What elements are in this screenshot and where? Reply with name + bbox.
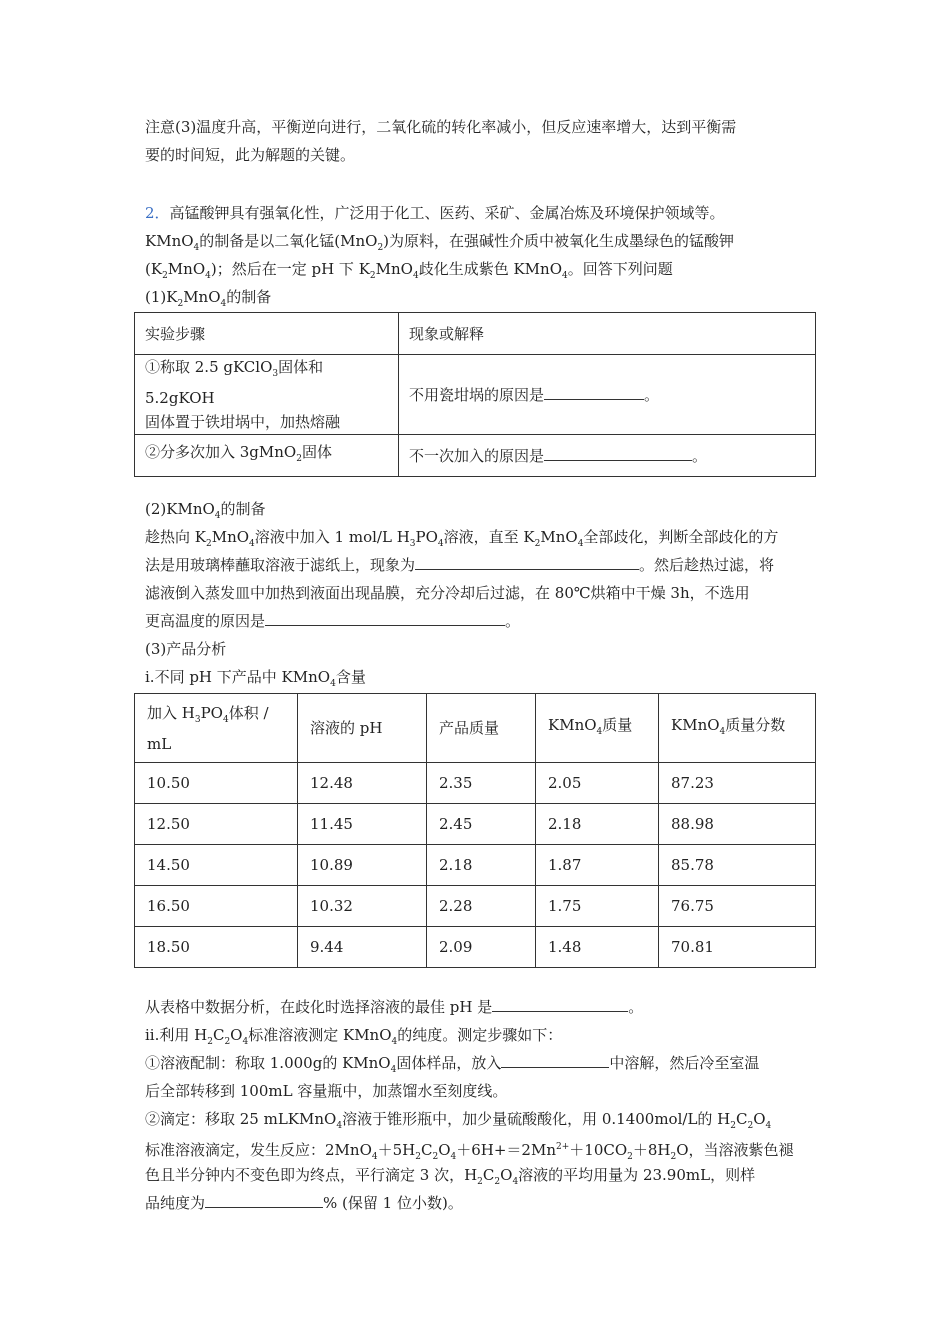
cell: 88.98 xyxy=(659,804,816,845)
intro-line-2: 要的时间短，此为解题的关键。 xyxy=(145,146,356,164)
cell: 2.09 xyxy=(427,927,536,968)
after-line-1: 从表格中数据分析，在歧化时选择溶液的最佳 pH 是 。 xyxy=(145,998,644,1016)
cell: 14.50 xyxy=(135,845,298,886)
intro-line-1: 注意(3)温度升高，平衡逆向进行，二氧化硫的转化率减小，但反应速率增大，达到平衡需 xyxy=(145,118,737,136)
cell: 12.48 xyxy=(298,763,427,804)
part2-line-2: 法是用玻璃棒蘸取溶液于滤纸上，现象为 。然后趁热过滤，将 xyxy=(145,556,775,574)
after-line-2: ii.利用 $H_2C_2O_4$标准溶液测定 KMnO$_4$的纯度。测定步骤如下： xyxy=(145,1026,563,1047)
step-1: ①称取 2.5 gKClO$_3$固体和 5.2gKOH 固体置于铁坩埚中，加热熔融 xyxy=(135,355,399,435)
explanation-2: 不一次加入的原因是 。 xyxy=(399,435,816,477)
answer-blank[interactable] xyxy=(205,1193,323,1208)
table-row xyxy=(135,886,816,927)
question-number: 2． xyxy=(145,204,170,222)
header-kmno4-fraction: KMnO$_4$质量分数 xyxy=(659,694,816,763)
cell: 1.48 xyxy=(536,927,659,968)
part2-line-3: 滤液倒入蒸发皿中加热到液面出现晶膜，充分冷却后过滤，在 80℃烘箱中干燥 3h，不选用 xyxy=(145,584,750,602)
explanation-1: 不用瓷坩埚的原因是 。 xyxy=(399,355,816,435)
cell: 87.23 xyxy=(659,763,816,804)
after-line-7: 色且半分钟内不变色即为终点，平行滴定 3 次，$H_2C_2O_4$溶液的平均用量为 23.90mL，则样 xyxy=(145,1166,756,1187)
table-row xyxy=(135,927,816,968)
cell: 9.44 xyxy=(298,927,427,968)
cell: 2.18 xyxy=(536,804,659,845)
header-volume: 加入 $H_3PO_4$体积 / mL xyxy=(135,694,298,763)
cell: 16.50 xyxy=(135,886,298,927)
cell: 12.50 xyxy=(135,804,298,845)
cell: 11.45 xyxy=(298,804,427,845)
header-step: 实验步骤 xyxy=(135,313,399,355)
header-kmno4-mass: KMnO$_4$质量 xyxy=(536,694,659,763)
answer-blank[interactable] xyxy=(544,385,644,400)
answer-blank[interactable] xyxy=(265,611,505,626)
cell: 70.81 xyxy=(659,927,816,968)
part3-subtitle: i.不同 pH 下产品中 KMnO$_4$含量 xyxy=(145,668,366,689)
q2-line-2: KMnO$_4$的制备是以二氧化锰(MnO$_2$)为原料，在强碱性介质中被氧化生成墨绿色的锰酸钾 xyxy=(145,232,735,253)
after-line-5: ②滴定：移取 25 mLKMnO$_4$溶液于锥形瓶中，加少量硫酸酸化，用 0.1400mol/L的 $H_2C_2O_4$ xyxy=(145,1110,772,1131)
part1-title: $(1)K_2MnO_4$的制备 xyxy=(145,288,272,309)
cell: 1.87 xyxy=(536,845,659,886)
cell: 10.89 xyxy=(298,845,427,886)
cell: 10.50 xyxy=(135,763,298,804)
header-product-mass: 产品质量 xyxy=(427,694,536,763)
part2-line-4: 更高温度的原因是 。 xyxy=(145,612,521,630)
table-row xyxy=(135,804,816,845)
q2-line-1: 2．高锰酸钾具有强氧化性，广泛用于化工、医药、采矿、金属冶炼及环境保护领域等。 xyxy=(145,204,725,222)
step-2: ②分多次加入 3gMnO$_2$固体 xyxy=(135,435,399,477)
cell: 2.35 xyxy=(427,763,536,804)
after-line-3: ①溶液配制：称取 1.000g的 KMnO$_4$固体样品，放入 中溶解，然后冷至室温 xyxy=(145,1054,760,1075)
cell: 2.28 xyxy=(427,886,536,927)
q2-line-3: $(K_2MnO_4)$；然后在一定 pH 下 $K_2MnO_4$歧化生成紫色 KMnO$_4$。回答下列问题 xyxy=(145,260,673,281)
cell: 2.45 xyxy=(427,804,536,845)
experiment-table xyxy=(134,312,816,477)
answer-blank[interactable] xyxy=(544,446,692,461)
ph-data-table xyxy=(134,693,816,968)
cell: 1.75 xyxy=(536,886,659,927)
cell: 2.05 xyxy=(536,763,659,804)
answer-blank[interactable] xyxy=(501,1053,609,1068)
after-line-6: 标准溶液滴定，发生反应：$2MnO_4+5H_2C_2O_4+6H+=2Mn^{2+}+10CO_2+8H_2O$，当溶液紫色褪 xyxy=(145,1141,794,1162)
cell: 2.18 xyxy=(427,845,536,886)
cell: 18.50 xyxy=(135,927,298,968)
table-row xyxy=(135,845,816,886)
cell: 10.32 xyxy=(298,886,427,927)
table-row xyxy=(135,763,816,804)
cell: 76.75 xyxy=(659,886,816,927)
part3-title: (3)产品分析 xyxy=(145,640,227,658)
cell: 85.78 xyxy=(659,845,816,886)
answer-blank[interactable] xyxy=(415,555,639,570)
part2-title: (2)KMnO$_4$的制备 xyxy=(145,500,266,521)
header-explanation: 现象或解释 xyxy=(399,313,816,355)
header-ph: 溶液的 pH xyxy=(298,694,427,763)
after-line-4: 后全部转移到 100mL 容量瓶中，加蒸馏水至刻度线。 xyxy=(145,1082,508,1100)
part2-line-1: 趁热向 $K_2MnO_4$溶液中加入 1 mol/L $H_3PO_4$溶液，直至 $K_2MnO_4$全部歧化，判断全部歧化的方 xyxy=(145,528,779,549)
after-line-8: 品纯度为 % (保留 1 位小数)。 xyxy=(145,1194,463,1212)
answer-blank[interactable] xyxy=(492,997,628,1012)
